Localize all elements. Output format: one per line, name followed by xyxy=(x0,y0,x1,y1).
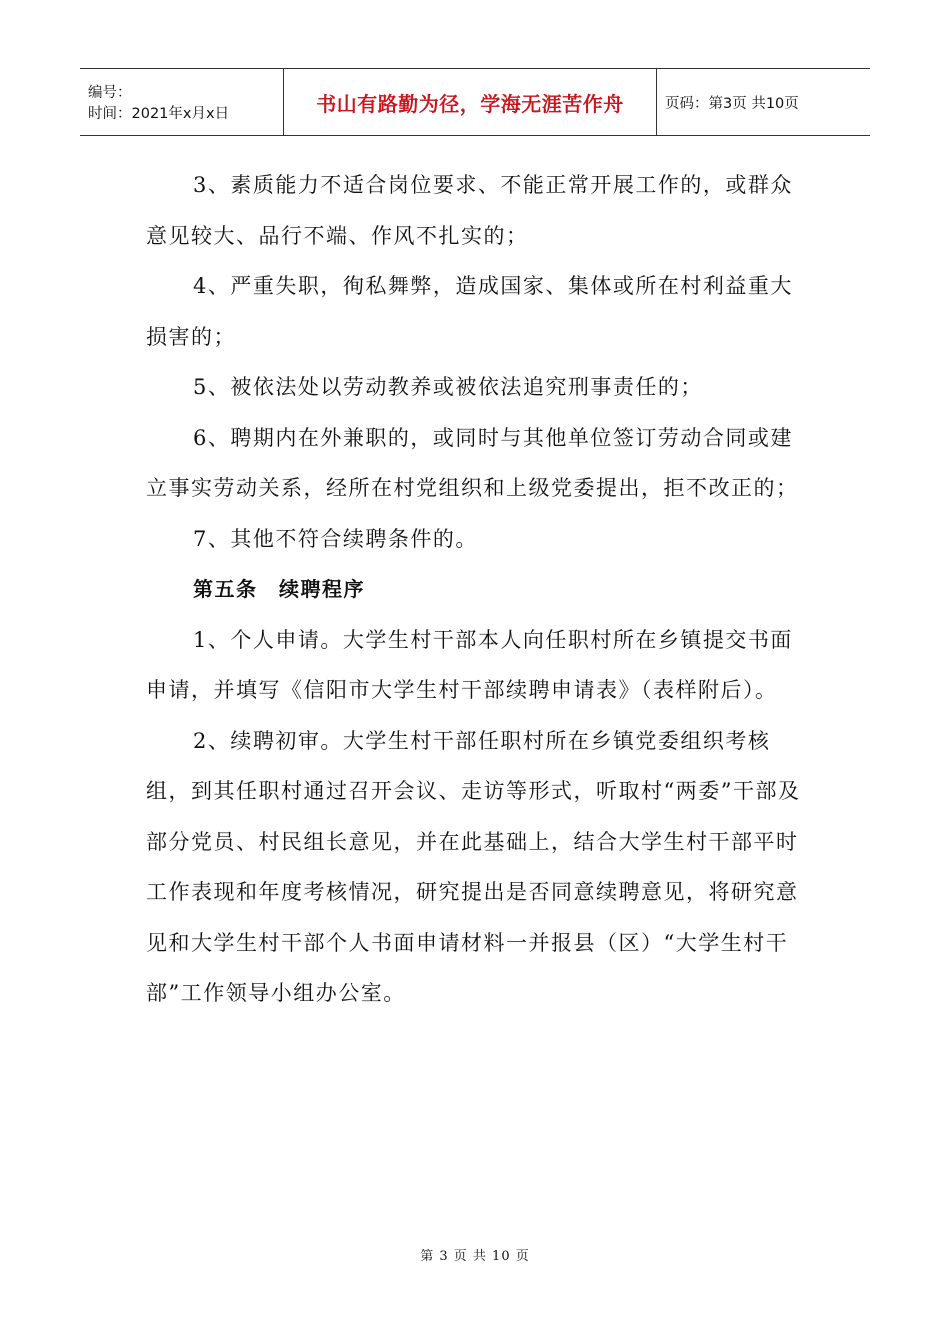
paragraph-item-6: 6、聘期内在外兼职的，或同时与其他单位签订劳动合同或建立事实劳动关系，经所在村党组织和上级党委提出，拒不改正的； xyxy=(146,425,799,500)
paragraph-step-2: 2、续聘初审。大学生村干部任职村所在乡镇党委组织考核组，到其任职村通过召开会议、走访等形式，听取村“两委”干部及部分党员、村民组长意见，并在此基础上，结合大学生村干部平时工作表现和年度考核情况，研究提出是否同意续聘意见，将研究意见和大学生村干部个人书面申请材料一并报县（区）“大学生村干部”工作领导小组办公室。 xyxy=(146,728,801,1005)
paragraph-step-1: 1、个人申请。大学生村干部本人向任职村所在乡镇提交书面申请，并填写《信阳市大学生村干部续聘申请表》（表样附后）。 xyxy=(146,627,793,702)
header-page-info: 页码：第3页 共10页 xyxy=(665,95,799,112)
header-motto: 书山有路勤为径，学海无涯苦作舟 xyxy=(283,69,657,135)
paragraph-item-3: 3、素质能力不适合岗位要求、不能正常开展工作的，或群众意见较大、品行不端、作风不扎实的； xyxy=(146,173,793,248)
paragraph-item-5: 5、被依法处以劳动教养或被依法追究刑事责任的； xyxy=(193,375,703,399)
time-label: 时间：2021年x月x日 xyxy=(88,105,230,122)
header-meta xyxy=(80,69,283,135)
page-footer: 第 3 页 共 10 页 xyxy=(420,1249,530,1264)
document-body xyxy=(146,160,806,1019)
page-header xyxy=(80,68,870,136)
paragraph-item-7: 7、其他不符合续聘条件的。 xyxy=(193,526,478,551)
section-heading: 第五条 续聘程序 xyxy=(193,577,365,601)
paragraph-item-4: 4、严重失职，徇私舞弊，造成国家、集体或所在村利益重大损害的； xyxy=(146,274,793,349)
serial-label: 编号： xyxy=(88,84,132,101)
